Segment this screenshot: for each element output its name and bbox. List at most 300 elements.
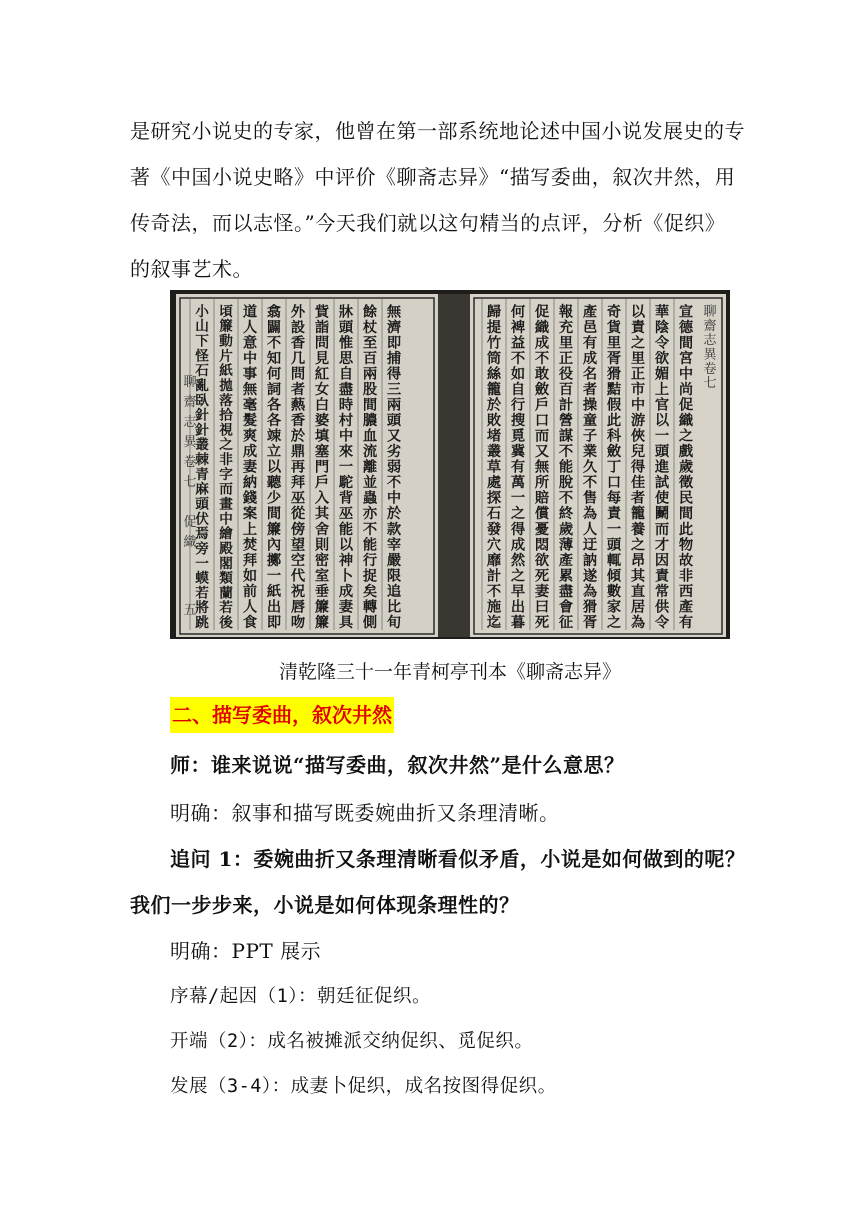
left-page-char: 一: [195, 555, 209, 572]
right-page-char: 益: [510, 335, 526, 352]
left-page-char: 旬: [386, 614, 402, 631]
right-page-char: 謀: [558, 428, 574, 445]
left-page-char: 繪: [219, 526, 233, 543]
right-page-char: 施: [486, 599, 502, 616]
left-page-char: 成: [338, 583, 354, 600]
intro-line-2: 著《中国小说史略》中评价《聊斋志异》“描写委曲，叙次井然，用: [130, 165, 736, 189]
left-page-char: 聽: [266, 475, 282, 492]
left-page-char: 三: [386, 382, 402, 399]
right-page-char: 民: [678, 490, 694, 507]
right-page-char: 數: [606, 583, 622, 600]
left-page-char: 意: [242, 335, 258, 352]
left-page-char: 行: [362, 552, 378, 569]
right-page-char: 常: [654, 583, 670, 600]
right-page-char: 頭: [654, 444, 670, 461]
left-page-char: 唇: [290, 599, 306, 616]
right-page-char: 進: [654, 459, 670, 476]
left-page-char: 空: [290, 552, 306, 569]
left-page-char: 若: [219, 600, 233, 617]
left-page-char: 中: [219, 511, 233, 528]
right-page-char: 每: [606, 490, 622, 507]
right-page-char: 而: [654, 521, 670, 538]
left-page-char: 轉: [362, 599, 378, 616]
left-page-char: 香: [290, 335, 306, 352]
left-page-char: 拋: [219, 377, 233, 394]
left-page-char: 簾: [314, 614, 330, 631]
left-page-char: 牀: [338, 304, 354, 321]
left-page-char: 宰: [386, 537, 402, 554]
right-page-char: 貨: [606, 319, 622, 336]
left-page-char: 一: [338, 459, 354, 476]
right-page-char: 迂: [582, 537, 598, 554]
left-page-char: 百: [362, 350, 378, 367]
right-page-char: 敢: [534, 366, 550, 383]
right-page-char: 盡: [558, 583, 574, 600]
right-page-char: 然: [510, 552, 526, 569]
left-page-char: 如: [242, 568, 258, 585]
right-page-char: 以: [630, 304, 646, 321]
right-page-char: 口: [534, 413, 550, 430]
right-page-char: 胥: [606, 350, 622, 367]
left-page-char: 髮: [242, 413, 258, 430]
intro-line-1: 是研究小说史的专家，他曾在第一部系统地论述中国小说发展史的专: [130, 119, 745, 143]
left-page-char: 知: [266, 350, 282, 367]
left-page-char: 矣: [362, 583, 378, 600]
left-page-char: 巫: [338, 506, 354, 523]
left-page-char: 動: [219, 333, 233, 350]
left-page-char: 以: [338, 537, 354, 554]
left-page-char: 擲: [266, 552, 282, 569]
left-page-char: 拜: [242, 552, 258, 569]
left-page-char: 自: [338, 366, 354, 383]
left-page-char: 門: [314, 459, 330, 476]
right-page-char: 得: [630, 459, 646, 476]
right-page-char: 脫: [558, 475, 574, 492]
teacher-question: 师：谁来说说“描写委曲，叙次井然”是什么意思？: [170, 753, 625, 777]
right-page-char: 成: [582, 350, 598, 367]
right-page-char: 妻: [534, 583, 550, 600]
right-page-char: 暮: [510, 614, 526, 631]
right-page-char: 出: [510, 599, 526, 616]
answer-1: 明确：叙事和描写既委婉曲折又条理清晰。: [170, 801, 560, 825]
left-page-title: 聊: [183, 375, 197, 390]
left-page-char: 問: [314, 335, 330, 352]
left-page-char: 紅: [314, 366, 330, 383]
left-page-char: 闢: [266, 319, 282, 336]
left-page-char: 惟: [338, 335, 354, 352]
right-page-char: 早: [510, 583, 526, 600]
right-page-char: 計: [486, 568, 502, 585]
left-page-title: 齋: [183, 395, 197, 410]
right-page-char: 間: [678, 335, 694, 352]
left-page-char: 中: [338, 428, 354, 445]
right-page-char: 有: [582, 335, 598, 352]
right-page-char: 中: [630, 397, 646, 414]
right-page-char: 胥: [582, 614, 598, 631]
right-page-char: 市: [630, 382, 646, 399]
left-page-char: 亂: [195, 377, 209, 394]
left-page-char: 青: [195, 466, 209, 483]
left-page-char: 戶: [314, 475, 330, 492]
right-page-char: 所: [534, 475, 550, 492]
left-page-number: 五: [183, 603, 197, 618]
left-page-char: 貲: [314, 304, 330, 321]
left-page-char: 視: [219, 422, 233, 439]
right-page-title: 齋: [703, 318, 717, 334]
left-page-char: 問: [290, 366, 306, 383]
right-page-char: 責: [630, 319, 646, 336]
right-page-char: 穴: [486, 537, 502, 554]
right-page-char: 令: [654, 335, 670, 352]
left-page-char: 舍: [314, 521, 330, 538]
right-page-char: 宮: [678, 350, 694, 367]
left-page-char: 得: [386, 366, 402, 383]
right-page-char: 自: [510, 382, 526, 399]
left-page-char: 後: [219, 615, 233, 632]
right-page-char: 產: [582, 304, 598, 321]
left-page-char: 並: [362, 475, 378, 492]
right-page-char: 其: [630, 568, 646, 585]
left-page-char: 弱: [386, 459, 402, 476]
right-page-char: 之: [510, 568, 526, 585]
right-page-char: 籠: [486, 382, 502, 399]
right-page-char: 徵: [678, 475, 694, 492]
right-page-char: 才: [654, 537, 670, 554]
left-page-char: 案: [242, 506, 258, 523]
left-page-char: 立: [266, 444, 282, 461]
right-page-char: 口: [606, 475, 622, 492]
right-page-char: 提: [486, 319, 502, 336]
right-page-char: 又: [534, 444, 550, 461]
right-page-char: 如: [510, 366, 526, 383]
left-page-char: 少: [266, 490, 282, 507]
right-page-char: 者: [630, 490, 646, 507]
left-page-char: 簾: [219, 318, 233, 335]
left-page-char: 頭: [195, 496, 209, 513]
right-page-title: 異: [703, 347, 717, 363]
right-page-char: 戲: [678, 444, 694, 461]
right-page-char: 不: [582, 475, 598, 492]
left-page-char: 蟆: [195, 570, 209, 587]
left-page-char: 下: [195, 333, 209, 350]
right-page-char: 報: [558, 304, 574, 321]
left-page-char: 各: [266, 413, 282, 430]
right-page-char: 不: [510, 350, 526, 367]
left-page-char: 小: [195, 303, 209, 320]
left-page-char: 盡: [338, 382, 354, 399]
left-page-char: 時: [338, 397, 354, 414]
left-page-char: 間: [266, 506, 282, 523]
left-page-char: 簾: [266, 521, 282, 538]
followup-line-1: 追问 1：委婉曲折又条理清晰看似矛盾，小说是如何做到的呢？: [170, 847, 746, 871]
left-page-char: 以: [266, 459, 282, 476]
left-page-char: 填: [314, 428, 330, 445]
left-page-title: 織: [183, 535, 197, 550]
left-page-char: 間: [362, 397, 378, 414]
right-page-char: 中: [678, 366, 694, 383]
followup-line-2: 我们一步步来，小说是如何体现条理性的？: [130, 893, 520, 917]
right-page-char: 筒: [486, 350, 502, 367]
right-page-char: 憂: [534, 521, 550, 538]
left-page-char: 能: [338, 521, 354, 538]
right-page-char: 一: [606, 521, 622, 538]
left-page-char: 限: [386, 568, 402, 585]
right-page-char: 之: [678, 428, 694, 445]
left-page-char: 翕: [266, 304, 282, 321]
left-page-char: 駝: [338, 475, 354, 492]
left-page-char: 神: [338, 552, 354, 569]
left-page-title: 卷: [183, 455, 197, 470]
left-page-char: 巫: [290, 490, 306, 507]
left-page-char: 見: [314, 350, 330, 367]
left-page-char: 比: [386, 599, 402, 616]
answer-2: 明确：PPT 展示: [170, 939, 322, 963]
plot-step-3: 发展（3-4）：成妻卜促织，成名按图得促织。: [170, 1076, 557, 1097]
right-page-char: 猾: [606, 366, 622, 383]
right-page-char: 籠: [630, 506, 646, 523]
right-page-char: 一: [510, 490, 526, 507]
right-page-char: 靡: [486, 552, 502, 569]
left-page-char: 出: [266, 599, 282, 616]
right-page-char: 輒: [606, 552, 622, 569]
right-page-title: 卷: [703, 361, 717, 377]
right-page-char: 探: [486, 490, 502, 507]
right-page-char: 歲: [558, 521, 574, 538]
left-page-char: 密: [314, 552, 330, 569]
right-page-char: 非: [678, 568, 694, 585]
right-page-char: 責: [654, 568, 670, 585]
right-page-char: 官: [654, 397, 670, 414]
right-page-char: 為: [582, 506, 598, 523]
left-page-char: 股: [362, 382, 378, 399]
left-page-char: 兩: [386, 397, 402, 414]
left-page-char: 事: [242, 366, 258, 383]
left-page-char: 紙: [266, 583, 282, 600]
right-page-char: 織: [534, 319, 550, 336]
left-page-char: 鼎: [290, 444, 306, 461]
right-page-char: 覓: [510, 428, 526, 445]
left-page-char: 紙: [219, 363, 233, 380]
right-page-char: 試: [654, 475, 670, 492]
left-page-char: 錢: [242, 490, 258, 507]
right-page-char: 竹: [486, 335, 502, 352]
left-page-char: 几: [290, 350, 306, 367]
left-page-char: 血: [362, 428, 378, 445]
right-page-char: 科: [606, 428, 622, 445]
right-page-char: 家: [606, 599, 622, 616]
left-page-char: 中: [386, 490, 402, 507]
right-page-char: 童: [582, 413, 598, 430]
left-page-char: 流: [362, 444, 378, 461]
right-page-char: 之: [510, 506, 526, 523]
right-page-char: 能: [558, 459, 574, 476]
left-page-char: 女: [314, 382, 330, 399]
left-page-char: 各: [266, 397, 282, 414]
right-page-char: 計: [558, 397, 574, 414]
right-page-char: 之: [630, 537, 646, 554]
left-page-char: 能: [362, 537, 378, 554]
left-page-char: 頭: [338, 319, 354, 336]
right-page-char: 為: [582, 583, 598, 600]
right-page-char: 歲: [678, 459, 694, 476]
right-page-char: 鬭: [654, 506, 670, 523]
left-page-char: 無: [242, 382, 258, 399]
right-page-char: 終: [558, 506, 574, 523]
left-page-char: 焉: [195, 526, 209, 543]
right-page-char: 操: [582, 397, 598, 414]
left-page-char: 人: [242, 319, 258, 336]
right-page-char: 訥: [582, 552, 598, 569]
right-page-char: 迄: [486, 614, 502, 631]
right-page-char: 陰: [654, 319, 670, 336]
left-page-char: 卜: [338, 568, 354, 585]
left-page-char: 於: [290, 428, 306, 445]
right-page-char: 草: [486, 459, 502, 476]
book-photo: [170, 290, 730, 639]
left-page-char: 外: [290, 304, 306, 321]
left-page-char: 落: [219, 392, 233, 409]
left-page-char: 白: [314, 397, 330, 414]
left-page-char: 道: [242, 304, 258, 321]
right-page-char: 德: [678, 319, 694, 336]
right-page-char: 行: [510, 397, 526, 414]
left-page-char: 設: [290, 319, 306, 336]
right-page-char: 得: [510, 521, 526, 538]
right-page-char: 子: [582, 428, 598, 445]
left-page-char: 石: [195, 363, 209, 380]
left-page-char: 至: [362, 335, 378, 352]
left-page-char: 叢: [195, 437, 209, 454]
right-page-char: 頭: [606, 537, 622, 554]
left-page-char: 傍: [290, 521, 306, 538]
right-page-char: 會: [558, 599, 574, 616]
right-page-char: 不: [534, 350, 550, 367]
left-page-char: 成: [242, 444, 258, 461]
right-page-char: 里: [606, 335, 622, 352]
left-page-char: 捉: [362, 568, 378, 585]
left-page-char: 具: [338, 614, 354, 631]
left-page-char: 簾: [314, 599, 330, 616]
right-page-char: 產: [558, 552, 574, 569]
right-page-char: 間: [678, 506, 694, 523]
right-page-title: 志: [703, 333, 717, 349]
right-page-char: 俠: [630, 428, 646, 445]
right-page-char: 不: [558, 444, 574, 461]
right-page-char: 石: [486, 506, 502, 523]
left-page-char: 再: [290, 459, 306, 476]
left-page-char: 毫: [242, 397, 258, 414]
right-page-char: 居: [630, 599, 646, 616]
right-page-char: 此: [678, 521, 694, 538]
left-page-title: 七: [183, 475, 197, 490]
left-page-char: 蟲: [362, 490, 378, 507]
right-page-char: 華: [654, 304, 670, 321]
right-page-char: 死: [534, 614, 550, 631]
left-page-char: 畫: [219, 496, 233, 513]
right-page-char: 此: [606, 413, 622, 430]
section-heading: 二、描写委曲，叙次井然: [170, 697, 394, 733]
right-page-char: 欲: [654, 350, 670, 367]
left-page-char: 字: [219, 466, 233, 483]
left-page-title: 志: [183, 415, 197, 430]
right-page-char: 搜: [510, 413, 526, 430]
right-page-char: 里: [630, 350, 646, 367]
right-page-char: 兒: [630, 444, 646, 461]
left-page-char: 妻: [338, 599, 354, 616]
left-page-char: 人: [242, 599, 258, 616]
left-page-char: 而: [219, 481, 233, 498]
left-page-char: 蘭: [219, 585, 233, 602]
intro-line-3: 传奇法，而以志怪。”今天我们就以这句精当的点评，分析《促织》: [130, 211, 726, 235]
left-page-char: 兩: [362, 366, 378, 383]
right-page-char: 故: [678, 552, 694, 569]
left-page-char: 食: [242, 614, 258, 631]
left-page-char: 將: [195, 600, 209, 617]
right-page-char: 歸: [486, 304, 502, 321]
left-page-char: 濟: [386, 319, 402, 336]
left-page-char: 則: [314, 537, 330, 554]
left-page-char: 側: [362, 614, 378, 631]
right-page-char: 昂: [630, 552, 646, 569]
left-page-char: 之: [219, 437, 233, 454]
left-page-char: 不: [386, 475, 402, 492]
left-page-char: 背: [338, 490, 354, 507]
right-page-char: 以: [654, 413, 670, 430]
left-page-char: 追: [386, 583, 402, 600]
left-page-char: 亦: [362, 506, 378, 523]
left-page-char: 詞: [266, 382, 282, 399]
left-page-char: 劣: [386, 444, 402, 461]
right-page-title: 七: [703, 376, 717, 392]
left-page-char: 室: [314, 568, 330, 585]
right-page-char: 叢: [486, 444, 502, 461]
left-page-char: 一: [266, 568, 282, 585]
right-page-char: 冀: [510, 444, 526, 461]
left-page-char: 詣: [314, 319, 330, 336]
right-page-char: 薄: [558, 537, 574, 554]
left-page-char: 爇: [290, 397, 306, 414]
left-page-char: 即: [266, 614, 282, 631]
right-page-char: 正: [558, 350, 574, 367]
left-page-char: 若: [195, 585, 209, 602]
left-page-char: 代: [290, 568, 306, 585]
right-page-char: 堵: [486, 428, 502, 445]
right-page-char: 織: [678, 413, 694, 430]
right-page-char: 不: [486, 583, 502, 600]
right-page-char: 戶: [534, 397, 550, 414]
right-page-char: 不: [558, 490, 574, 507]
left-page-char: 婆: [314, 413, 330, 430]
right-page-char: 售: [582, 490, 598, 507]
right-page-char: 者: [582, 382, 598, 399]
left-page-char: 祝: [290, 583, 306, 600]
left-page-char: 跳: [195, 615, 209, 632]
right-page-char: 促: [534, 304, 550, 321]
left-page-char: 無: [386, 304, 402, 321]
figure-caption: 清乾隆三十一年青柯亭刊本《聊斋志异》: [278, 661, 621, 683]
left-page-char: 離: [362, 459, 378, 476]
left-page-char: 款: [386, 521, 402, 538]
right-page-char: 欲: [534, 552, 550, 569]
right-page-char: 之: [606, 614, 622, 631]
right-page-char: 佳: [630, 475, 646, 492]
right-page-char: 遂: [582, 568, 598, 585]
left-page-char: 片: [219, 348, 233, 365]
right-page-char: 黠: [606, 382, 622, 399]
left-page-char: 杖: [362, 319, 378, 336]
left-page-title: 異: [183, 435, 197, 450]
right-page-char: 之: [630, 335, 646, 352]
